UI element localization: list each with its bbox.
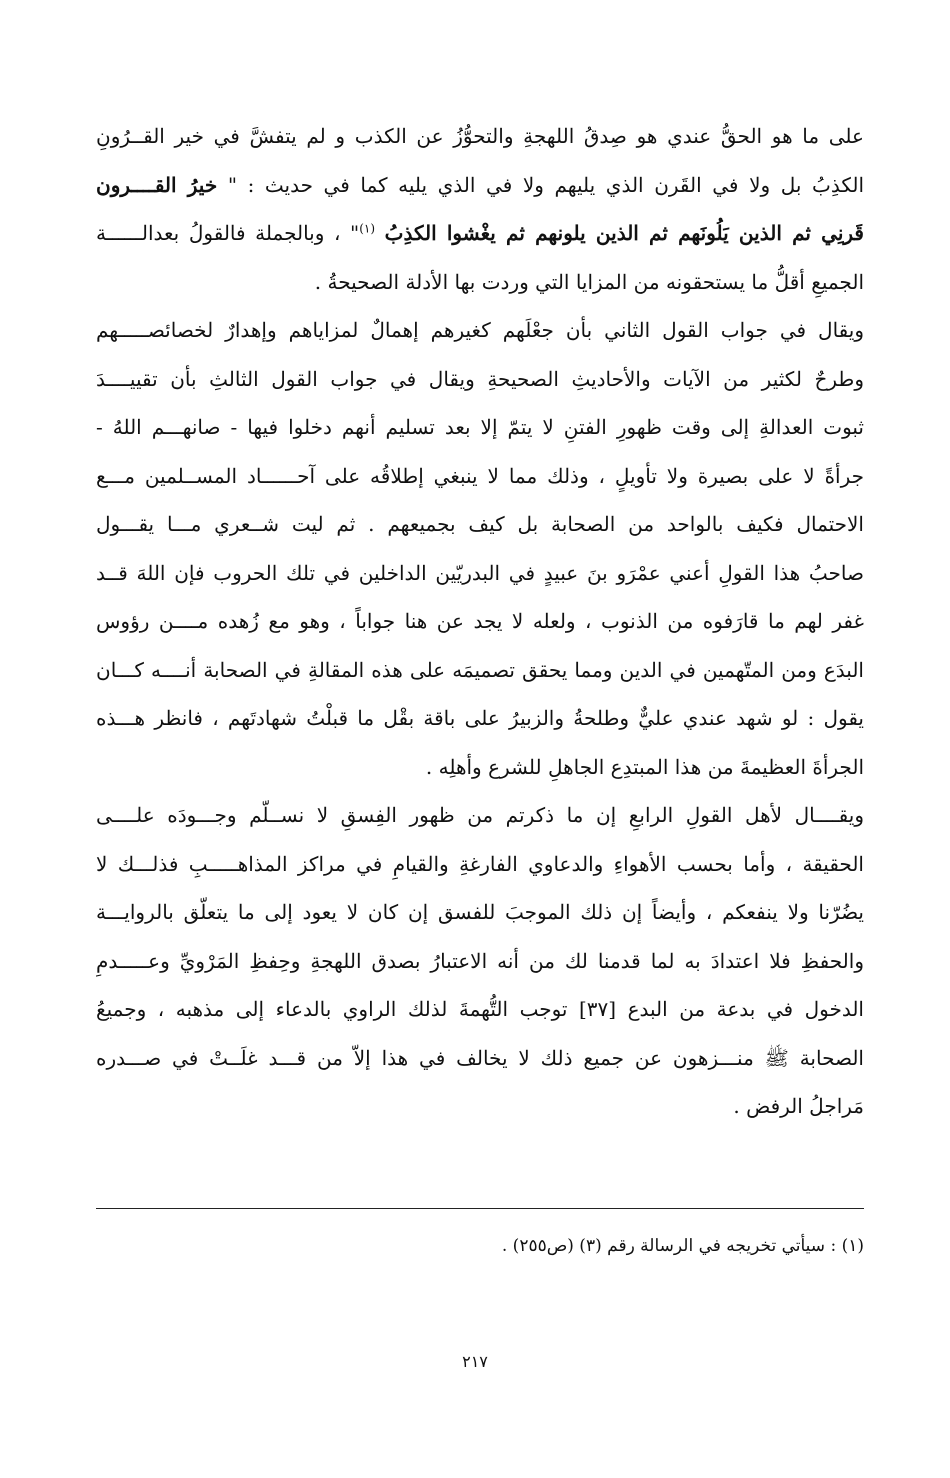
text-line: ويقــــال لأهل القولِ الرابعِ إن ما ذكرتم من ظهور الفِسقِ لا نســلّم وجـــودَه علــــى (96, 803, 864, 827)
hadith-quote-bold: خيرُ القــــرون (96, 172, 218, 197)
text-segment: الكذِبُ بل ولا في القَرن الذي يليهم ولا في الذي يليه كما في حديث : " (227, 172, 864, 197)
text-line: صاحبُ هذا القولِ أعني عمْرَو بنَ عبيدٍ في البدريّين الداخلين في تلك الحروب فإن اللهَ قــد (96, 560, 864, 585)
text-line (96, 209, 864, 258)
hadith-quote-bold: قَرنِي ثم الذين يَلُونَهم ثم الذين يلونهم ثم يغْشوا الكذِبُ (384, 221, 864, 245)
text-line: الجرأةَ العظيمةَ من هذا المبتدِع الجاهلِ للشرع وأهلِه . (425, 754, 864, 779)
paragraph-2 (96, 306, 864, 791)
text-line: غفر لهم ما قارَفوه من الذنوب ، ولعله لا يجد عن هنا جواباً ، وهو مع زُهده مــــن رؤوس (96, 609, 864, 633)
paragraph-3 (96, 791, 864, 1131)
text-line: الاحتمال فكيف بالواحد من الصحابة بل كيف بجميعهم . ثم ليت شــعري مـــا يقـــول (96, 512, 864, 536)
page-number: ٢١٧ (462, 1352, 488, 1371)
text-line: والحفظِ فلا اعتدادَ به لما قدمنا لك من أنه الاعتبارُ بصدق اللهجةِ وحِفظِ المَرْويِّ وعـــــدمِ (96, 948, 864, 973)
footnote: (١) : سيأتي تخريجه في الرسالة رقم (٣) (ص٢٥٥) . (501, 1236, 864, 1256)
text-line: جرأةً لا على بصيرة ولا تأويلٍ ، وذلك مما لا ينبغي إطلاقُه على آحــــــاد المســلمين مـــع (96, 463, 864, 488)
text-line: ويقال في جواب القول الثاني بأن جعْلَهم كغيرهم إهمالٌ لمزاياهم وإهدارٌ لخصائصـــــهم (96, 318, 864, 342)
text-segment: " ، وبالجملة فالقولُ بعدالــــــة (96, 221, 360, 245)
footnote-separator (96, 1208, 864, 1209)
footnote-reference: (١) (359, 221, 376, 236)
text-line: الصحابة ﷺ منـــزهون عن جميع ذلك لا يخالف في هذا إلاّ من قـــد غلَــتْ في صـــدره (96, 1045, 864, 1070)
text-line: الدخول في بدعة من البدع [٣٧] توجب التُّهمةَ لذلك الراوي بالدعاء إلى مذهبه ، وجميعُ (96, 997, 864, 1021)
text-line: وطرحٌ لكثير من الآيات والأحاديثِ الصحيحةِ ويقال في جواب القول الثالثِ بأن تقييــــدَ (96, 366, 864, 391)
text-line: البدَع ومن المتّهمين في الدين ومما يحقق تصميمَه على هذه المقالةِ في الصحابة أنــــه كـــان (96, 657, 864, 682)
text-line: يضُرّنا ولا ينفعكم ، وأيضاً إن ذلك الموجبَ للفسق إن كان لا يعود إلى ما يتعلّق بالروايـــة (96, 900, 864, 924)
text-line: يقول : لو شهد عندي عليٌّ وطلحةُ والزبيرُ على باقة بقْل ما قبلْتُ شهادتَهم ، فانظر هـــذه (96, 706, 864, 730)
text-line: الجميعِ أقلُّ ما يستحقونه من المزايا التي وردت بها الأدلة الصحيحةُ . (314, 269, 864, 294)
text-line (96, 161, 864, 210)
text-line: مَراجلُ الرفض . (733, 1094, 864, 1118)
text-line: على ما هو الحقُّ عندي هو صِدقُ اللهجةِ والتحوُّزُ عن الكذب و لم يتفشَّ في خير القــرُونِ (96, 124, 864, 148)
text-line: ثبوت العدالةِ إلى وقت ظهورِ الفتنِ لا يتمّ إلا بعد تسليم أنهم دخلوا فيها - صانهـــم اللهُ - (96, 415, 864, 439)
main-text-body (96, 112, 864, 1131)
paragraph-1 (96, 112, 864, 306)
text-line: الحقيقة ، وأما بحسب الأهواءِ والدعاوي الفارغةِ والقيامِ في مراكز المذاهـــــبِ فذلـــك لا (96, 851, 864, 876)
